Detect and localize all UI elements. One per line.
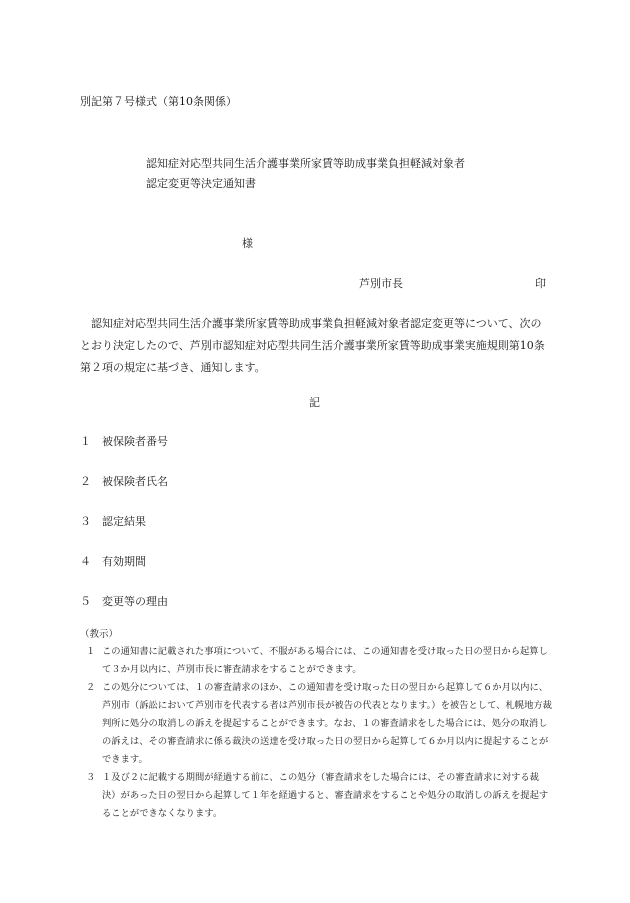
notice-number: １ (86, 646, 96, 657)
notice-heading: （教示） (80, 629, 119, 640)
item-label: 被保険者氏名 (102, 475, 168, 488)
notice-entry-2 (86, 679, 552, 769)
seal-mark: 印 (535, 277, 546, 290)
item-number: １ (80, 435, 91, 448)
notice-text: この通知書に記載された事項について、不服がある場合には、この通知書を受け取った日の翌日から起算して３か月以内に、芦別市長に審査請求をすることができます。 (102, 646, 548, 675)
item-insured-number (80, 434, 168, 450)
item-valid-period (80, 554, 146, 570)
notice-text: １及び２に記載する期間が経過する前に、この処分（審査請求をした場合には、その審査請求に対する裁決）があった日の翌日から起算して１年を経過すると、審査請求をすることや処分の取消しの訴えを提起することができなくなります。 (102, 772, 549, 819)
notice-number: ２ (86, 682, 96, 693)
item-label: 有効期間 (102, 555, 146, 568)
item-number: ２ (80, 475, 91, 488)
notice-entry-3 (86, 769, 552, 823)
notice-entry-1 (86, 643, 552, 679)
item-label: 被保険者番号 (102, 435, 168, 448)
notice-text: この処分については、１の審査請求のほか、この通知書を受け取った日の翌日から起算して６か月以内に、芦別市（訴訟において芦別市を代表する者は芦別市長が被告の代表となります。）を被告として、札幌地方裁判所に処分の取消しの訴えを提起することができます。なお、１の審査請求をした場合には、処分の取消しの訴えは、その審査請求に係る裁決の送達を受け取った日の翌日から起算して６か月以内に提起することができます。 (102, 682, 552, 765)
notice-number: ３ (86, 772, 96, 783)
item-certification-result (80, 514, 146, 530)
item-label: 認定結果 (102, 515, 146, 528)
item-label: 変更等の理由 (102, 595, 168, 608)
form-label: 別記第７号様式（第10条関係） (80, 95, 237, 108)
sender-name: 芦別市長 (359, 277, 403, 290)
body-paragraph: 認知症対応型共同生活介護事業所家賃等助成事業負担軽減対象者認定変更等について、次のとおり決定したので、芦別市認知症対応型共同生活介護事業所家賃等助成事業実施規則第10条第２項の規定に基づき、通知します。 (80, 317, 545, 374)
item-number: ３ (80, 515, 91, 528)
addressee-suffix: 様 (242, 237, 253, 250)
ki-heading: 記 (309, 396, 320, 409)
item-insured-name (80, 474, 168, 490)
item-number: ５ (80, 595, 91, 608)
item-number: ４ (80, 555, 91, 568)
title-line-2: 認定変更等決定通知書 (146, 177, 256, 190)
item-change-reason (80, 594, 168, 610)
title-line-1: 認知症対応型共同生活介護事業所家賃等助成事業負担軽減対象者 (146, 157, 465, 170)
